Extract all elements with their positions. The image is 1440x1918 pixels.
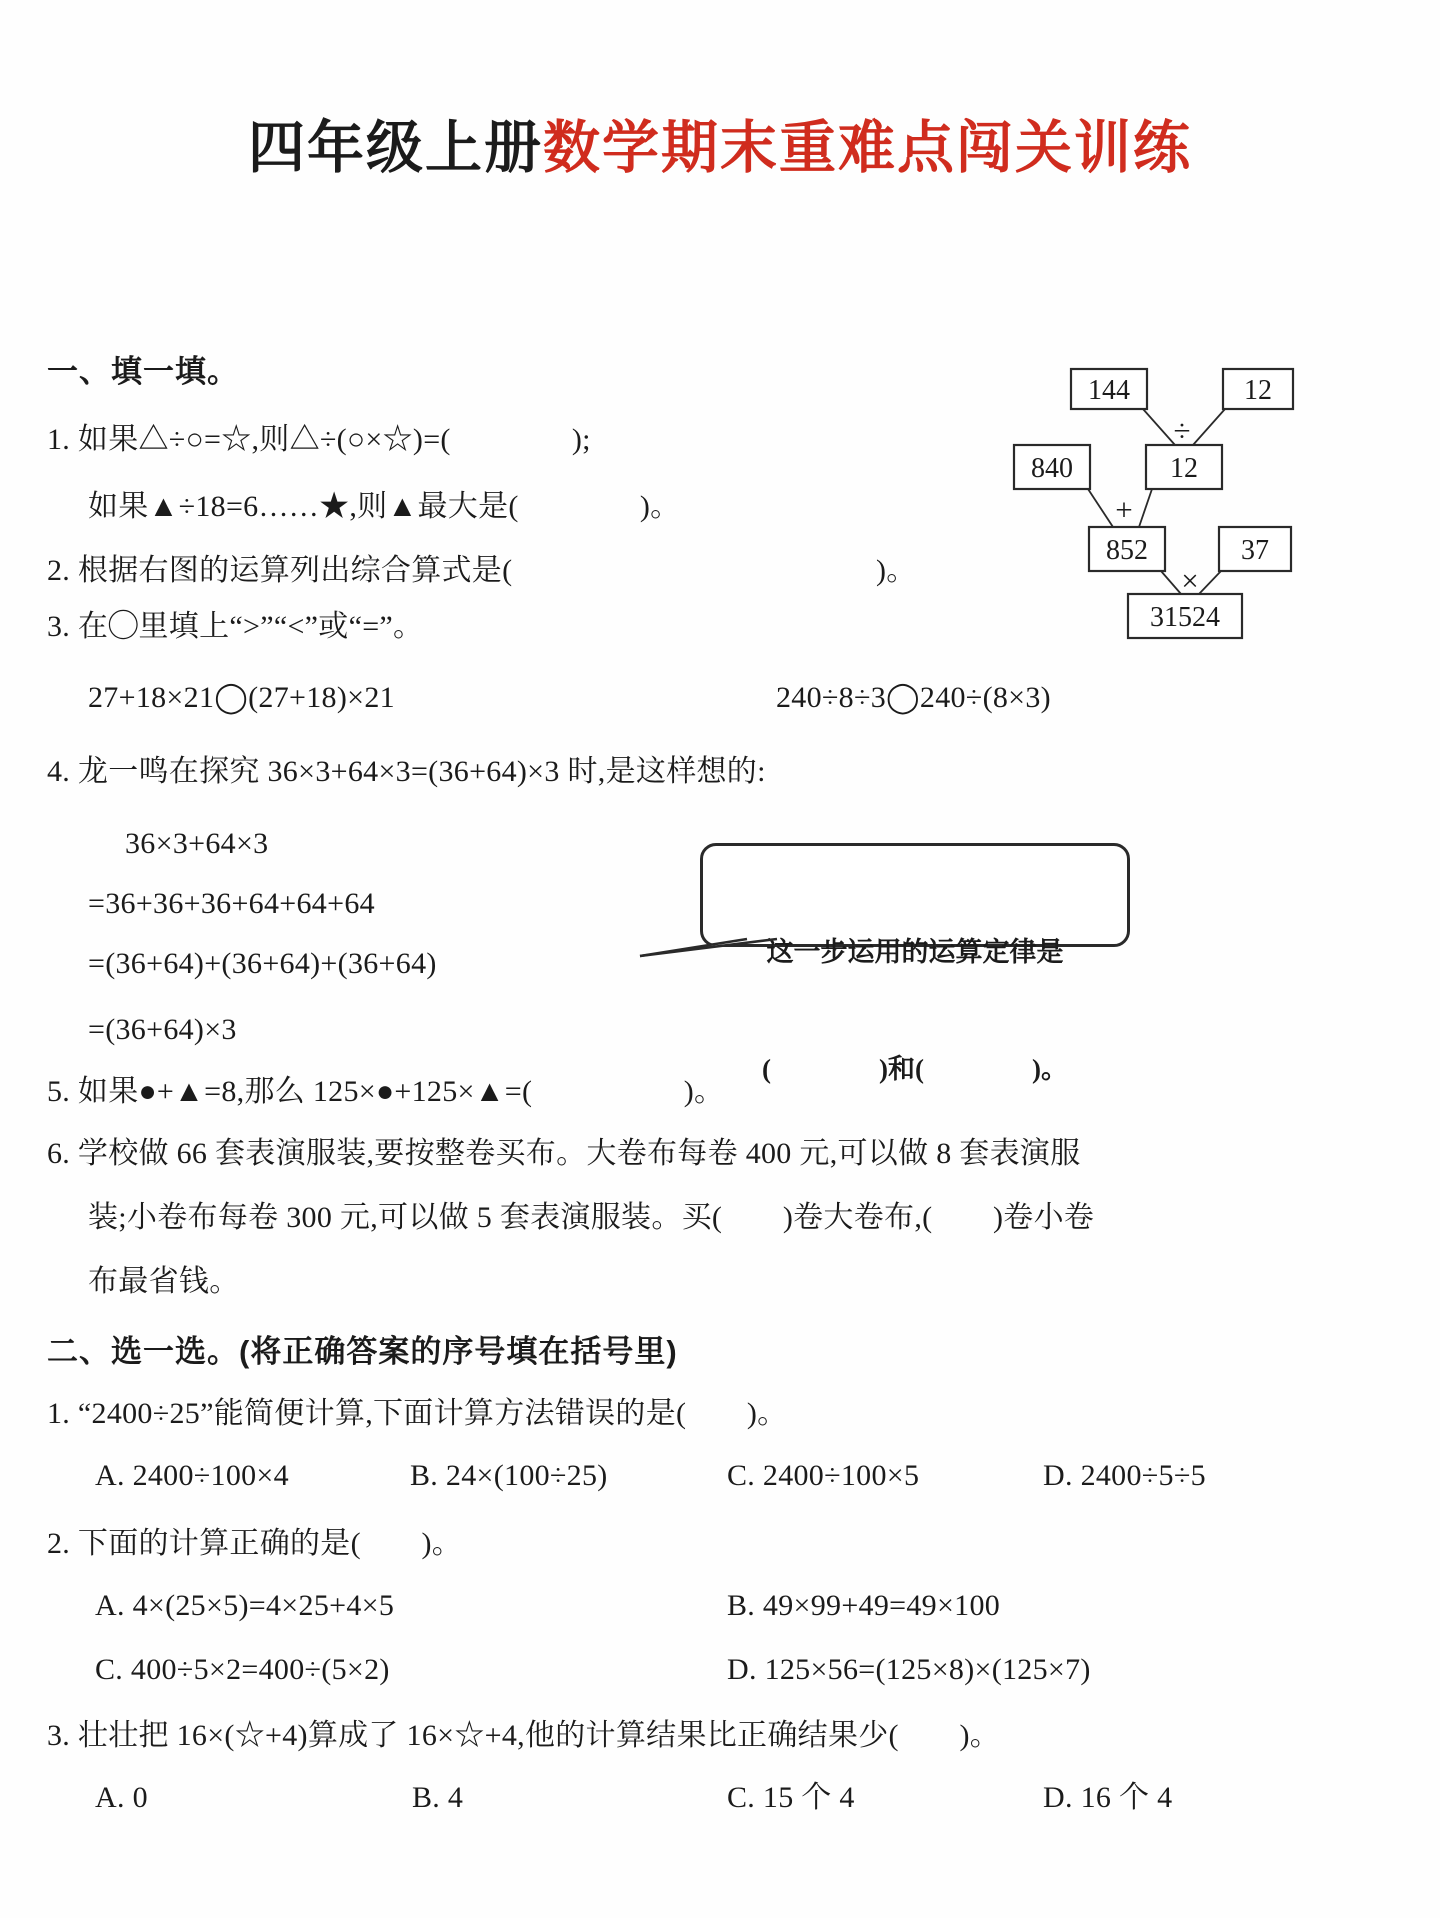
section2-heading: 二、选一选。(将正确答案的序号填在括号里) bbox=[47, 1334, 678, 1369]
diagram-value-144: 144 bbox=[1088, 375, 1130, 406]
plus-operator-icon: + bbox=[1115, 492, 1133, 527]
question-6-line-1: 6. 学校做 66 套表演服装,要按整卷买布。大卷布每卷 400 元,可以做 8 套表演服 bbox=[47, 1137, 1081, 1170]
diagram-value-12-mid: 12 bbox=[1170, 453, 1198, 484]
diagram-value-12-top: 12 bbox=[1244, 375, 1272, 406]
section2-q2-option-d: D. 125×56=(125×8)×(125×7) bbox=[727, 1653, 1091, 1686]
section2-q2-option-c: C. 400÷5×2=400÷(5×2) bbox=[95, 1653, 390, 1686]
section2-question-2: 2. 下面的计算正确的是( )。 bbox=[47, 1527, 463, 1560]
question-5: 5. 如果●+▲=8,那么 125×●+125×▲=( )。 bbox=[47, 1075, 725, 1108]
connector-line bbox=[1199, 571, 1221, 594]
section2-q2-option-a: A. 4×(25×5)=4×25+4×5 bbox=[95, 1589, 395, 1622]
page-title-prefix: 四年级上册 bbox=[248, 116, 543, 180]
connector-line bbox=[1088, 489, 1113, 527]
diagram-value-31524: 31524 bbox=[1150, 602, 1220, 633]
diagram-value-37: 37 bbox=[1241, 535, 1269, 566]
connector-line bbox=[1143, 409, 1175, 445]
question-2: 2. 根据右图的运算列出综合算式是( )。 bbox=[47, 554, 917, 587]
question-1-line-1: 1. 如果△÷○=☆,则△÷(○×☆)=( ); bbox=[47, 423, 591, 456]
question-4-step-3: =(36+64)+(36+64)+(36+64) bbox=[88, 947, 437, 980]
page-title bbox=[0, 102, 1440, 184]
section2-q3-option-c: C. 15 个 4 bbox=[727, 1781, 855, 1814]
calculation-tree-diagram bbox=[985, 355, 1315, 655]
connector-line bbox=[1161, 571, 1181, 594]
question-4: 4. 龙一鸣在探究 36×3+64×3=(36+64)×3 时,是这样想的: bbox=[47, 755, 766, 788]
question-4-step-1: 36×3+64×3 bbox=[125, 827, 269, 860]
multiply-operator-icon: × bbox=[1181, 563, 1199, 598]
question-6-line-3: 布最省钱。 bbox=[88, 1265, 240, 1298]
section2-q3-option-a: A. 0 bbox=[95, 1781, 148, 1814]
diagram-value-852: 852 bbox=[1106, 535, 1148, 566]
question-3-compare-left: 27+18×21◯(27+18)×21 bbox=[88, 681, 395, 714]
page-title-highlight: 数学期末重难点闯关训练 bbox=[543, 116, 1192, 180]
section2-q1-option-b: B. 24×(100÷25) bbox=[410, 1459, 608, 1492]
section2-question-1: 1. “2400÷25”能简便计算,下面计算方法错误的是( )。 bbox=[47, 1397, 788, 1430]
section2-q1-option-c: C. 2400÷100×5 bbox=[727, 1459, 920, 1492]
divide-operator-icon: ÷ bbox=[1173, 413, 1191, 448]
question-4-step-4: =(36+64)×3 bbox=[88, 1013, 237, 1046]
question-6-line-2: 装;小卷布每卷 300 元,可以做 5 套表演服装。买( )卷大卷布,( )卷小卷 bbox=[88, 1201, 1095, 1234]
section2-question-3: 3. 壮壮把 16×(☆+4)算成了 16×☆+4,他的计算结果比正确结果少( )。 bbox=[47, 1719, 1001, 1752]
question-4-step-2: =36+36+36+64+64+64 bbox=[88, 887, 375, 920]
speech-bubble-tail bbox=[600, 898, 800, 973]
connector-line bbox=[1193, 409, 1225, 445]
diagram-value-840: 840 bbox=[1031, 453, 1073, 484]
section2-q1-option-d: D. 2400÷5÷5 bbox=[1043, 1459, 1206, 1492]
section2-q3-option-b: B. 4 bbox=[412, 1781, 464, 1814]
section2-q1-option-a: A. 2400÷100×4 bbox=[95, 1459, 289, 1492]
section2-q3-option-d: D. 16 个 4 bbox=[1043, 1781, 1173, 1814]
question-1-line-2: 如果▲÷18=6……★,则▲最大是( )。 bbox=[88, 490, 681, 523]
speech-bubble-line-2: ( )和( )。 bbox=[762, 1054, 1068, 1084]
question-3-compare-right: 240÷8÷3◯240÷(8×3) bbox=[776, 681, 1051, 714]
section1-heading: 一、填一填。 bbox=[47, 354, 239, 389]
connector-line bbox=[1139, 489, 1152, 527]
speech-bubble-line-1: 这一步运用的运算定律是 bbox=[766, 937, 1064, 967]
question-3: 3. 在◯里填上“>”“<”或“=”。 bbox=[47, 610, 424, 643]
section2-q2-option-b: B. 49×99+49=49×100 bbox=[727, 1589, 1001, 1622]
